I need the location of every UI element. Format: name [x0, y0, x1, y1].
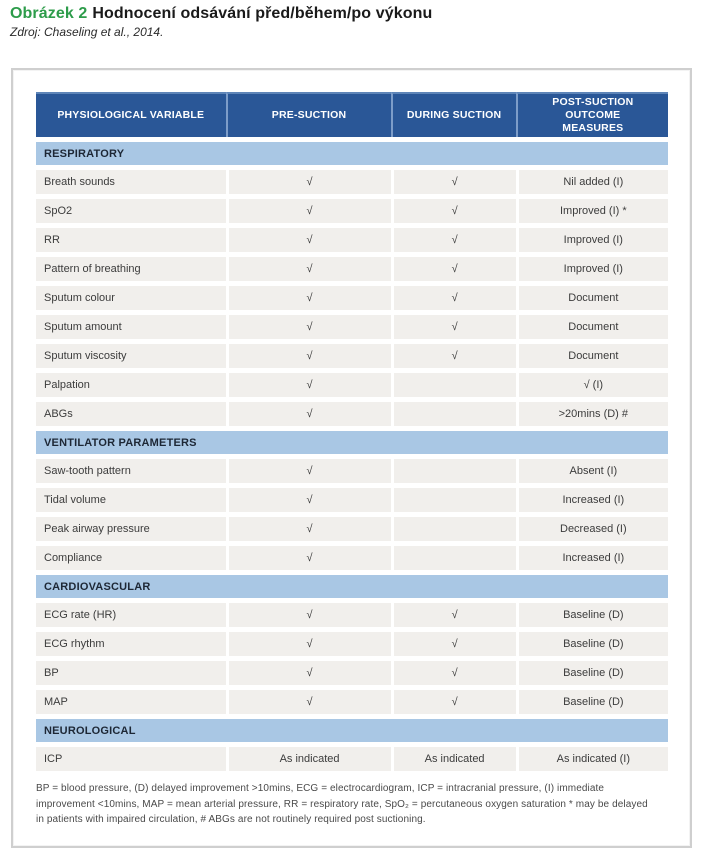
- variable-cell: ECG rhythm: [36, 632, 226, 656]
- table-row: [36, 344, 668, 368]
- figure-label: Obrázek 2: [10, 5, 88, 22]
- pre-suction-cell: √: [226, 661, 391, 685]
- column-header-physiological-variable: PHYSIOLOGICAL VARIABLE: [36, 92, 226, 137]
- post-suction-cell: Baseline (D): [516, 661, 668, 685]
- during-suction-cell: [391, 373, 516, 397]
- figure-source: Zdroj: Chaseling et al., 2014.: [10, 25, 164, 39]
- pre-suction-cell: √: [226, 632, 391, 656]
- variable-cell: Sputum amount: [36, 315, 226, 339]
- variable-cell: SpO2: [36, 199, 226, 223]
- pre-suction-cell: √: [226, 603, 391, 627]
- post-suction-cell: Decreased (I): [516, 517, 668, 541]
- post-suction-cell: Increased (I): [516, 488, 668, 512]
- variable-cell: BP: [36, 661, 226, 685]
- post-suction-cell: Increased (I): [516, 546, 668, 570]
- variable-cell: Compliance: [36, 546, 226, 570]
- figure-card: [11, 68, 692, 848]
- section-header: NEUROLOGICAL: [36, 719, 668, 742]
- column-header-post-suction-label: POST-SUCTION OUTCOME MEASURES: [552, 96, 634, 135]
- table-row: [36, 517, 668, 541]
- variable-cell: Saw-tooth pattern: [36, 459, 226, 483]
- post-suction-cell: Absent (I): [516, 459, 668, 483]
- section-row: [36, 142, 668, 165]
- table-header: [36, 92, 668, 137]
- post-suction-cell: As indicated (I): [516, 747, 668, 771]
- post-suction-cell: Document: [516, 286, 668, 310]
- post-suction-cell: Improved (I): [516, 228, 668, 252]
- table-row: [36, 690, 668, 714]
- during-suction-cell: √: [391, 603, 516, 627]
- table-row: [36, 603, 668, 627]
- during-suction-cell: [391, 488, 516, 512]
- table-row: [36, 199, 668, 223]
- table-row: [36, 488, 668, 512]
- column-header-pre-suction: PRE-SUCTION: [226, 92, 391, 137]
- variable-cell: ABGs: [36, 402, 226, 426]
- table-row: [36, 228, 668, 252]
- table-row: [36, 459, 668, 483]
- during-suction-cell: [391, 402, 516, 426]
- during-suction-cell: [391, 459, 516, 483]
- during-suction-cell: [391, 517, 516, 541]
- table-row: [36, 373, 668, 397]
- figure-title: Hodnocení odsávání před/během/po výkonu: [92, 5, 433, 22]
- variable-cell: Palpation: [36, 373, 226, 397]
- table-row: [36, 315, 668, 339]
- section-row: [36, 719, 668, 742]
- table-body: [36, 142, 668, 771]
- variable-cell: MAP: [36, 690, 226, 714]
- variable-cell: Sputum viscosity: [36, 344, 226, 368]
- post-suction-cell: √ (I): [516, 373, 668, 397]
- pre-suction-cell: √: [226, 459, 391, 483]
- post-suction-cell: Document: [516, 344, 668, 368]
- post-suction-cell: Nil added (I): [516, 170, 668, 194]
- during-suction-cell: √: [391, 344, 516, 368]
- variable-cell: Tidal volume: [36, 488, 226, 512]
- pre-suction-cell: √: [226, 402, 391, 426]
- column-header-post-suction: [516, 92, 668, 137]
- variable-cell: ICP: [36, 747, 226, 771]
- pre-suction-cell: √: [226, 690, 391, 714]
- variable-cell: Pattern of breathing: [36, 257, 226, 281]
- during-suction-cell: √: [391, 661, 516, 685]
- pre-suction-cell: √: [226, 170, 391, 194]
- variable-cell: RR: [36, 228, 226, 252]
- during-suction-cell: √: [391, 199, 516, 223]
- post-suction-cell: Baseline (D): [516, 603, 668, 627]
- variable-cell: Peak airway pressure: [36, 517, 226, 541]
- table-row: [36, 747, 668, 771]
- column-header-during-suction: DURING SUCTION: [391, 92, 516, 137]
- table-row: [36, 257, 668, 281]
- variable-cell: ECG rate (HR): [36, 603, 226, 627]
- suction-assessment-table: [36, 87, 668, 776]
- pre-suction-cell: √: [226, 546, 391, 570]
- table-row: [36, 402, 668, 426]
- pre-suction-cell: √: [226, 257, 391, 281]
- caption-line: [10, 5, 702, 23]
- during-suction-cell: √: [391, 690, 516, 714]
- during-suction-cell: √: [391, 257, 516, 281]
- header-row: [36, 92, 668, 137]
- during-suction-cell: √: [391, 632, 516, 656]
- post-suction-cell: Improved (I) *: [516, 199, 668, 223]
- table-row: [36, 286, 668, 310]
- table-row: [36, 170, 668, 194]
- table-row: [36, 546, 668, 570]
- pre-suction-cell: √: [226, 517, 391, 541]
- variable-cell: Breath sounds: [36, 170, 226, 194]
- pre-suction-cell: √: [226, 373, 391, 397]
- figure-caption: [0, 0, 702, 39]
- pre-suction-cell: √: [226, 199, 391, 223]
- table-row: [36, 661, 668, 685]
- post-suction-cell: Document: [516, 315, 668, 339]
- post-suction-cell: Improved (I): [516, 257, 668, 281]
- section-row: [36, 431, 668, 454]
- table-row: [36, 632, 668, 656]
- during-suction-cell: [391, 546, 516, 570]
- pre-suction-cell: √: [226, 488, 391, 512]
- section-header: CARDIOVASCULAR: [36, 575, 668, 598]
- pre-suction-cell: √: [226, 286, 391, 310]
- post-suction-cell: >20mins (D) #: [516, 402, 668, 426]
- during-suction-cell: As indicated: [391, 747, 516, 771]
- section-header: VENTILATOR PARAMETERS: [36, 431, 668, 454]
- during-suction-cell: √: [391, 170, 516, 194]
- pre-suction-cell: √: [226, 315, 391, 339]
- pre-suction-cell: As indicated: [226, 747, 391, 771]
- section-row: [36, 575, 668, 598]
- table-footnote: BP = blood pressure, (D) delayed improvement >10mins, ECG = electrocardiogram, ICP = intracranial pressure, (I) immediate improvement <10mins, MAP = mean arterial pressure, RR = respiratory rate, SpO₂ = percutaneous oxygen saturation * may be delayed in patients with impaired circulation, # ABGs are not routinely required post suctioning.: [36, 783, 648, 826]
- section-header: RESPIRATORY: [36, 142, 668, 165]
- pre-suction-cell: √: [226, 228, 391, 252]
- pre-suction-cell: √: [226, 344, 391, 368]
- during-suction-cell: √: [391, 286, 516, 310]
- post-suction-cell: Baseline (D): [516, 632, 668, 656]
- during-suction-cell: √: [391, 228, 516, 252]
- during-suction-cell: √: [391, 315, 516, 339]
- post-suction-cell: Baseline (D): [516, 690, 668, 714]
- variable-cell: Sputum colour: [36, 286, 226, 310]
